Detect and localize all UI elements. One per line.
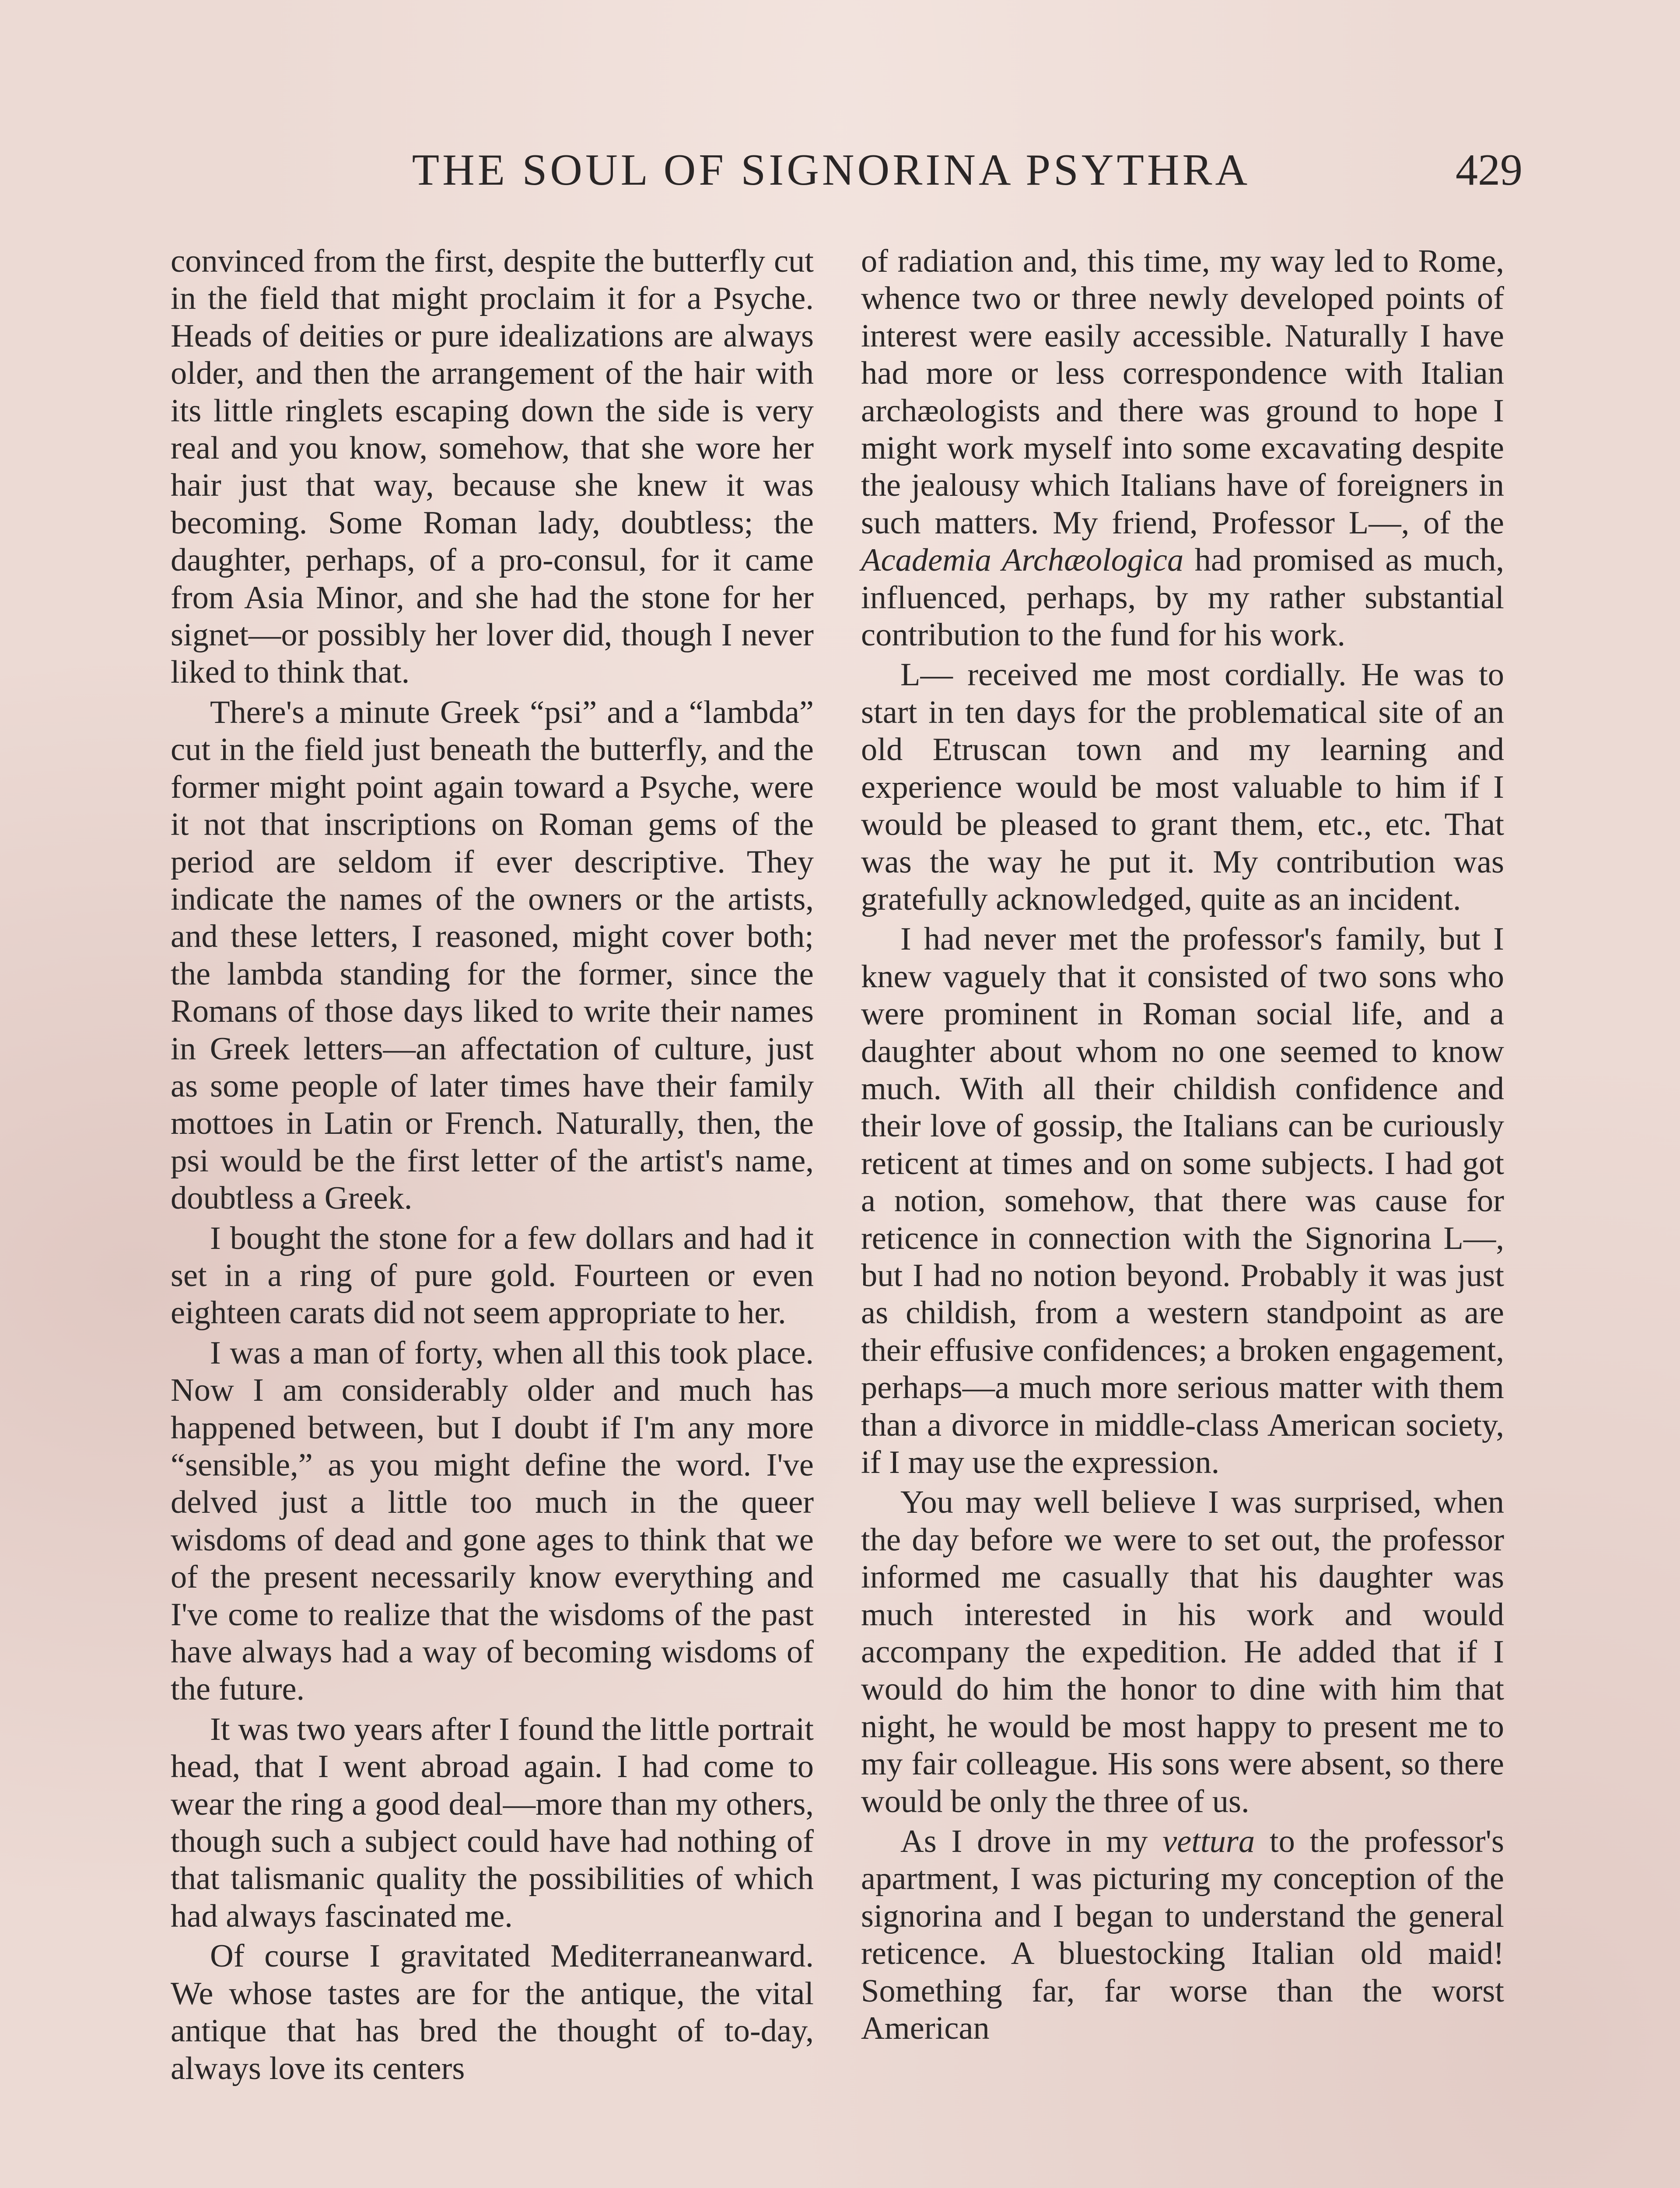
page-number: 429 bbox=[1456, 145, 1522, 195]
paragraph: L— received me most cordially. He was to start in ten days for the problematical site of an old Etruscan town and my learning and experience would be most valuable to him if I would be pleased to grant them, etc., etc. That was the way he put it. My contribution was gratefully acknowledged, quite as an incident. bbox=[861, 657, 1504, 917]
paragraph bbox=[861, 1823, 1504, 2047]
paragraph: I bought the stone for a few dollars and had it set in a ring of pure gold. Fourteen or even eighteen carats did not seem appropriate to her. bbox=[171, 1220, 814, 1331]
paragraph-text: had promised as much, influenced, perhaps, by my rather substantial contribution to the fund for his work. bbox=[861, 542, 1504, 653]
paragraph bbox=[861, 243, 1504, 654]
paragraph-text: to the professor's apartment, I was picturing my conception of the signorina and I began to understand the general reticence. A bluestocking Italian old maid! Something far, far worse than the worst American bbox=[861, 1823, 1504, 2047]
paragraph: convinced from the first, despite the butterfly cut in the field that might proclaim it for a Psyche. Heads of deities or pure idealizations are always older, and then the arrangement of the hair with its little ringlets escaping down the side is very real and you know, somehow, that she wore her hair just that way, because she knew it was becoming. Some Roman lady, doubtless; the daughter, perhaps, of a pro-consul, for it came from Asia Minor, and she had the stone for her signet—or possibly her lover did, though I never liked to think that. bbox=[171, 243, 814, 691]
paragraph: I had never met the professor's family, but I knew vaguely that it consisted of two sons who were prominent in Roman social life, and a daughter about whom no one seemed to know much. With all their childish confidence and their love of gossip, the Italians can be curiously reticent at times and on some subjects. I had got a notion, somehow, that there was cause for reticence in connection with the Signorina L—, but I had no notion beyond. Probably it was just as childish, from a western standpoint as are their effusive confidences; a broken engagement, perhaps—a much more serious matter with them than a divorce in middle-class American society, if I may use the expression. bbox=[861, 921, 1504, 1480]
paragraph-text: of radiation and, this time, my way led to Rome, whence two or three newly developed points of interest were easily accessible. Naturally I have had more or less correspondence with Italian archæologists and there was ground to hope I might work myself into some excavating despite the jealousy which Italians have of foreigners in such matters. My friend, Professor L—, of the bbox=[861, 243, 1504, 541]
paragraph: Of course I gravitated Mediterraneanward. We whose tastes are for the antique, the vital antique that has bred the thought of to-day, always love its centers bbox=[171, 1938, 814, 2086]
right-column bbox=[861, 243, 1504, 2048]
italic-word: vettura bbox=[1162, 1823, 1255, 1860]
paragraph: There's a minute Greek “psi” and a “lambda” cut in the field just beneath the butterfly, and the former might point again toward a Psyche, were it not that inscriptions on Roman gems of the period are seldom if ever descriptive. They indicate the names of the owners or the artists, and these letters, I reasoned, might cover both; the lambda standing for the former, since the Romans of those days liked to write their names in Greek letters—an affectation of culture, just as some people of later times have their family mottoes in Latin or French. Naturally, then, the psi would be the first letter of the artist's name, doubtless a Greek. bbox=[171, 694, 814, 1217]
paragraph: You may well believe I was surprised, when the day before we were to set out, the professor informed me casually that his daughter was much interested in his work and would accompany the expedition. He added that if I would do him the honor to dine with him that night, he would be most happy to present me to my fair colleague. His sons were absent, so there would be only the three of us. bbox=[861, 1484, 1504, 1820]
paragraph-text: As I drove in my bbox=[900, 1823, 1163, 1860]
paragraph: I was a man of forty, when all this took place. Now I am considerably older and much has happened between, but I doubt if I'm any more “sensible,” as you might define the word. I've delved just a little too much in the queer wisdoms of dead and gone ages to think that we of the present necessarily know everything and I've come to realize that the wisdoms of the past have always had a way of becoming wisdoms of the future. bbox=[171, 1335, 814, 1708]
paragraph: It was two years after I found the little portrait head, that I went abroad again. I had come to wear the ring a good deal—more than my others, though such a subject could have had nothing of that talismanic quality the possibilities of which had always fascinated me. bbox=[171, 1711, 814, 1934]
left-column bbox=[171, 243, 814, 2087]
italic-title: Academia Archæologica bbox=[861, 542, 1184, 579]
running-header: THE SOUL OF SIGNORINA PSYTHRA bbox=[412, 145, 1251, 195]
